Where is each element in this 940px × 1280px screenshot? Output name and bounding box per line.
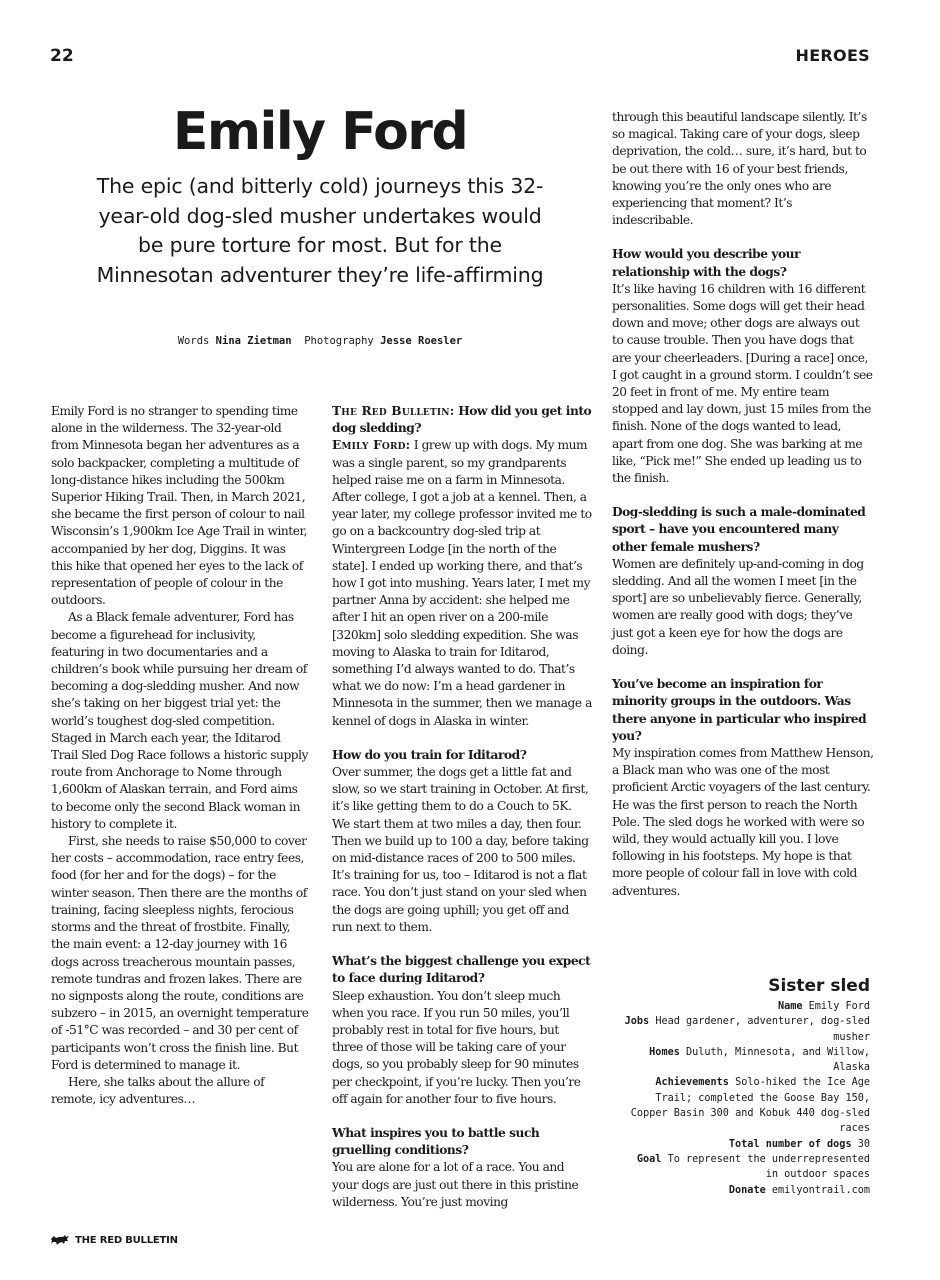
body-column-1 bbox=[51, 403, 309, 1108]
interview-answer: Over summer, the dogs get a little fat and slow, so we start training in October. At first, it’s like getting them to do a Couch to 5K. We start them at two miles a day, then four. Then we build up to 100 a day, before taking on mid-distance races of 200 to 500 miles. It’s training for us, too – Iditarod is not a flat race. You don’t just stand on your sled when the dogs are going uphill; you get off and run next to them. bbox=[332, 765, 589, 934]
article-title: Emily Ford bbox=[172, 102, 468, 162]
interview-question: You’ve become an inspiration for minority groups in the outdoors. Was there anyone in particular who inspired you? bbox=[612, 677, 867, 743]
fact-label: Name bbox=[777, 1001, 803, 1012]
fact-label: Achievements bbox=[655, 1077, 729, 1089]
interview-answer bbox=[332, 437, 592, 729]
fact-label: Jobs bbox=[624, 1016, 650, 1028]
fact-row-goal bbox=[620, 1152, 870, 1183]
interview-question: What inspires you to battle such gruelling conditions? bbox=[332, 1125, 540, 1158]
intro-paragraph: First, she needs to raise $50,000 to cover her costs – accommodation, race entry fees, food (for her and for the dogs) – for the winter season. Then there are the months of training, facing sleepless nights, ferocious storms and the threat of frostbite. Finally, the main event: a 12-day journey with 16 dogs across treacherous mountain passes, remote tundras and frozen lakes. There are no signposts along the route, conditions are subzero – in 2015, an overnight temperature of -51°C was recorded – and 30 per cent of participants won’t cross the finish line. But Ford is determined to manage it. bbox=[51, 834, 309, 1072]
question-text: How did you get into dog sledding? bbox=[332, 404, 592, 436]
fact-value: 30 bbox=[857, 1138, 870, 1150]
fact-box-title: Sister sled bbox=[768, 976, 870, 996]
fact-value: Emily Ford bbox=[808, 1001, 870, 1012]
fact-value: Solo-hiked the Ice Age Trail; completed the Goose Bay 150, Copper Basin 300 and Kobuk 440 dog-sled races bbox=[630, 1077, 870, 1135]
fact-row-achievements bbox=[620, 1075, 870, 1136]
intro-paragraph: Here, she talks about the allure of remote, icy adventures… bbox=[51, 1074, 265, 1107]
fact-value: Head gardener, adventurer, dog-sled musher bbox=[655, 1016, 870, 1043]
fact-value: Duluth, Minnesota, and Willow, Alaska bbox=[685, 1046, 870, 1074]
fact-label: Homes bbox=[649, 1046, 680, 1058]
interview-question: Dog-sledding is such a male-dominated sport – have you encountered many other female mushers? bbox=[612, 505, 866, 554]
interview-answer: My inspiration comes from Matthew Henson, a Black man who was one of the most proficient Arctic voyagers of the last century. He was the first person to reach the North Pole. The sled dogs he worked with were so wild, they would actually kill you. I love following in his footsteps. My hope is that more people of colour fall in love with cold adventures. bbox=[612, 745, 874, 898]
article-credits bbox=[95, 335, 545, 347]
section-name: HEROES bbox=[795, 46, 870, 65]
interview-question: How would you describe your relationship with the dogs? bbox=[612, 247, 801, 279]
footer-brand bbox=[50, 1234, 178, 1246]
intro-paragraph: Emily Ford is no stranger to spending time alone in the wilderness. The 32-year-old from Minnesota began her adventures as a solo backpacker, completing a multitude of long-distance hikes including the 500km Superior Hiking Trail. Then, in March 2021, she became the first person of colour to nail Wisconsin’s 1,900km Ice Age Trail in winter, accompanied by her dog, Diggins. It was this hike that opened her eyes to the lack of representation of people of colour in the outdoors. bbox=[51, 404, 307, 608]
answer-text: I grew up with dogs. My mum was a single parent, so my grandparents helped raise me on a farm in Minnesota. After college, I got a job at a kennel. Then, a year later, my college professor invited me to go on a backcountry dog-sled trip at Wintergreen Lodge [in the north of the state]. I ended up working there, and that’s how I got into mushing. Years later, I met my partner Anna by accident: she helped me after I hit an open river on a 200-mile [320km] solo sledding expedition. She was moving to Alaska to train for Iditarod, something I’d always wanted to do. That’s what we do now: I’m a head gardener in Minnesota in the summer, then we manage a kennel of dogs in Alaska in winter. bbox=[332, 438, 592, 728]
fact-row-homes bbox=[620, 1045, 870, 1076]
fact-row-donate bbox=[620, 1183, 870, 1198]
interview-question: What’s the biggest challenge you expect to face during Iditarod? bbox=[332, 954, 591, 986]
fact-label: Donate bbox=[728, 1184, 766, 1196]
fact-value: To represent the underrepresented in outdoor spaces bbox=[667, 1153, 870, 1181]
bull-icon bbox=[50, 1234, 70, 1246]
intro-paragraph: As a Black female adventurer, Ford has become a figurehead for inclusivity, featuring in two documentaries and a children’s book while pursuing her dream of becoming a dog-sledding musher. And now she’s taking on her biggest trial yet: the world’s toughest dog-sled competition. Staged in March each year, the Iditarod Trail Sled Dog Race follows a historic supply route from Anchorage to Nome through 1,600km of Alaskan terrain, and Ford aims to become only the second Black woman in history to complete it. bbox=[51, 610, 309, 831]
interview-answer: It’s like having 16 children with 16 different personalities. Some dogs will get their head down and move; other dogs are always out to cause trouble. Then you have dogs that are your cheerleaders. [During a race] once, I got caught in a ground storm. I couldn’t see 20 feet in front of me. My entire team stopped and lay down, just 15 miles from the finish. None of the dogs wanted to lead, apart from one dog. She was barking at me like, “Pick me!” She ended up leading us to the finish. bbox=[612, 281, 873, 486]
footer-brand-name: THE RED BULLETIN bbox=[75, 1234, 178, 1246]
fact-label: Goal bbox=[636, 1153, 662, 1165]
interview-answer: Sleep exhaustion. You don’t sleep much when you race. If you run 50 miles, you’ll probably rest in total for five hours, but three of those will be taking care of your dogs, so you probably sleep for 90 minutes per checkpoint, if you’re lucky. Then you’re off again for another four to five hours. bbox=[332, 988, 581, 1106]
interview-answer: Women are definitely up-and-coming in dog sledding. And all the women I meet [in the sport] are so unbelievably fierce. Generally, women are really good with dogs; they’ve just got a keen eye for how the dogs are doing. bbox=[612, 556, 864, 657]
interviewee-label: Emily Ford: bbox=[332, 438, 411, 453]
body-column-2 bbox=[332, 403, 592, 1211]
photographer-name: Jesse Roesler bbox=[380, 335, 463, 347]
photo-label: Photography bbox=[304, 335, 374, 347]
body-column-3 bbox=[612, 109, 874, 900]
fact-row-jobs bbox=[620, 1014, 870, 1045]
fact-row-dogs bbox=[620, 1137, 870, 1152]
words-label: Words bbox=[177, 335, 210, 347]
article-standfirst: The epic (and bitterly cold) journeys this 32-year-old dog-sled musher undertakes would be pure torture for most. But for the Minnesotan adventurer they’re life-affirming bbox=[96, 174, 544, 287]
interview-question: How do you train for Iditarod? bbox=[332, 747, 527, 762]
page-number: 22 bbox=[50, 46, 74, 66]
fact-box bbox=[620, 975, 870, 1198]
interview-answer: through this beautiful landscape silently. It’s so magical. Taking care of your dogs, sleep deprivation, the cold… sure, it’s hard, but to be out there with 16 of your best friends, knowing you’re the only ones who are experiencing that moment? It’s indescribable. bbox=[612, 110, 867, 228]
interviewer-label: The Red Bulletin: bbox=[332, 404, 455, 418]
fact-label: Total number of dogs bbox=[728, 1138, 852, 1150]
interview-answer: You are alone for a lot of a race. You and your dogs are just out there in this pristine wilderness. You’re just moving bbox=[332, 1160, 579, 1209]
interview-question bbox=[332, 403, 592, 437]
writer-name: Nina Zietman bbox=[215, 335, 292, 347]
donate-link[interactable]: emilyontrail.com bbox=[771, 1184, 870, 1196]
fact-row-name bbox=[620, 999, 870, 1014]
